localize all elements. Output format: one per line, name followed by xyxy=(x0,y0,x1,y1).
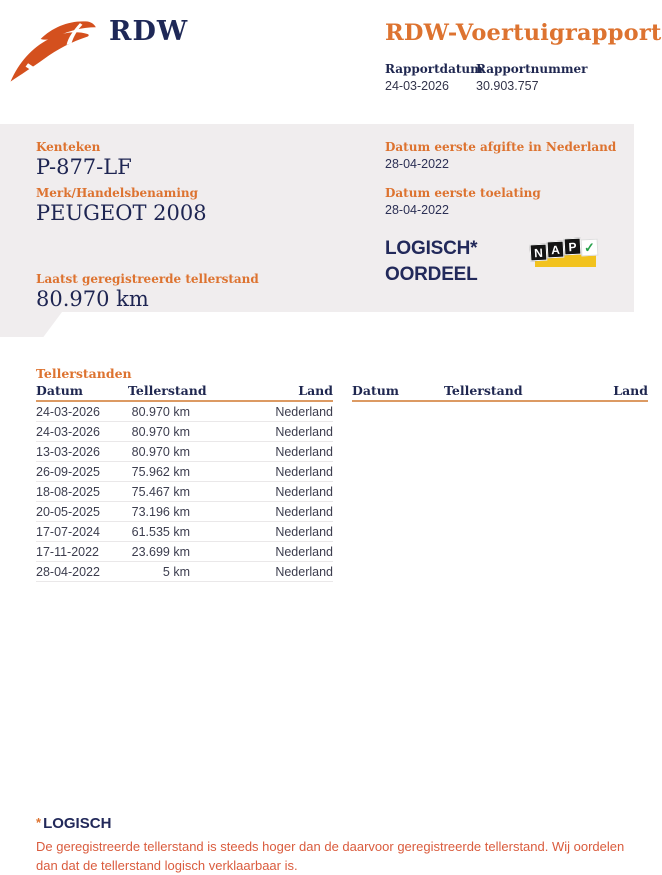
last-odometer-label: Laatst geregistreerde tellerstand xyxy=(36,272,259,286)
cell-land: Nederland xyxy=(275,524,333,539)
license-plate-label: Kenteken xyxy=(36,140,101,154)
cell-tellerstand: 80.970 km xyxy=(131,444,190,459)
cell-datum: 26-09-2025 xyxy=(36,464,100,479)
odometer-table-right xyxy=(352,384,648,402)
nap-letter-a: A xyxy=(547,241,565,259)
cell-datum: 17-11-2022 xyxy=(36,544,100,559)
column-header-land: Land xyxy=(613,383,648,398)
cell-datum: 24-03-2026 xyxy=(36,404,100,419)
report-number-value: 30.903.757 xyxy=(476,79,539,93)
first-admission-value: 28-04-2022 xyxy=(385,203,449,217)
report-number-label: Rapportnummer xyxy=(476,62,588,76)
column-header-tellerstand: Tellerstand xyxy=(128,383,207,398)
cell-land: Nederland xyxy=(275,404,333,419)
table-row xyxy=(36,562,333,582)
column-header-tellerstand: Tellerstand xyxy=(444,383,523,398)
report-date-label: Rapportdatum xyxy=(385,62,483,76)
nap-letter-p: P xyxy=(564,238,582,256)
cell-land: Nederland xyxy=(275,464,333,479)
cell-datum: 18-08-2025 xyxy=(36,484,100,499)
table-row xyxy=(36,442,333,462)
table-row xyxy=(36,422,333,442)
table-row xyxy=(36,462,333,482)
cell-tellerstand: 75.467 km xyxy=(131,484,190,499)
page-title: RDW-Voertuigrapport xyxy=(385,20,662,46)
verdict-line-2: OORDEEL xyxy=(385,264,478,285)
cell-land: Nederland xyxy=(275,484,333,499)
nap-logo xyxy=(530,236,600,270)
nap-letter-n: N xyxy=(530,244,548,262)
make-model-label: Merk/Handelsbenaming xyxy=(36,186,199,200)
cell-tellerstand: 5 km xyxy=(162,564,190,579)
cell-datum: 20-05-2025 xyxy=(36,504,100,519)
report-date-value: 24-03-2026 xyxy=(385,79,449,93)
card-angled-corner xyxy=(0,312,62,337)
cell-datum: 17-07-2024 xyxy=(36,524,100,539)
cell-tellerstand: 73.196 km xyxy=(131,504,190,519)
table-row xyxy=(36,482,333,502)
rdw-wing-logo-icon xyxy=(8,10,100,88)
cell-tellerstand: 61.535 km xyxy=(131,524,190,539)
cell-land: Nederland xyxy=(275,424,333,439)
table-row xyxy=(36,542,333,562)
nap-checkmark-icon: ✓ xyxy=(581,239,599,257)
make-model-value: PEUGEOT 2008 xyxy=(36,201,207,225)
cell-land: Nederland xyxy=(275,444,333,459)
cell-land: Nederland xyxy=(275,504,333,519)
cell-tellerstand: 80.970 km xyxy=(131,404,190,419)
cell-datum: 13-03-2026 xyxy=(36,444,100,459)
cell-datum: 28-04-2022 xyxy=(36,564,100,579)
cell-land: Nederland xyxy=(275,564,333,579)
cell-tellerstand: 75.962 km xyxy=(131,464,190,479)
footnote-asterisk: * xyxy=(36,815,42,830)
odometer-section-title: Tellerstanden xyxy=(36,366,132,381)
table-row xyxy=(36,402,333,422)
table-header-row xyxy=(352,384,648,402)
column-header-datum: Datum xyxy=(352,383,400,398)
rdw-wordmark: RDW xyxy=(109,16,189,47)
column-header-datum: Datum xyxy=(36,383,84,398)
last-odometer-value: 80.970 km xyxy=(36,287,149,311)
first-issue-nl-label: Datum eerste afgifte in Nederland xyxy=(385,140,617,154)
vehicle-summary-card xyxy=(0,124,634,312)
verdict-line-1: LOGISCH* xyxy=(385,238,478,259)
table-row xyxy=(36,502,333,522)
odometer-table-left xyxy=(36,384,333,582)
table-header-row xyxy=(36,384,333,402)
cell-land: Nederland xyxy=(275,544,333,559)
first-admission-label: Datum eerste toelating xyxy=(385,186,541,200)
footnote-title xyxy=(36,815,111,832)
footnote-title-text: LOGISCH xyxy=(43,815,112,832)
odometer-verdict xyxy=(385,236,478,288)
license-plate-value: P-877-LF xyxy=(36,155,132,179)
column-header-land: Land xyxy=(298,383,333,398)
cell-tellerstand: 23.699 km xyxy=(131,544,190,559)
first-issue-nl-value: 28-04-2022 xyxy=(385,157,449,171)
footnote-body: De geregistreerde tellerstand is steeds hoger dan de daarvoor geregistreerde tellerstand. Wij oordelen dan dat de tellerstand logisch verklaarbaar is. xyxy=(36,839,625,873)
cell-datum: 24-03-2026 xyxy=(36,424,100,439)
cell-tellerstand: 80.970 km xyxy=(131,424,190,439)
table-row xyxy=(36,522,333,542)
